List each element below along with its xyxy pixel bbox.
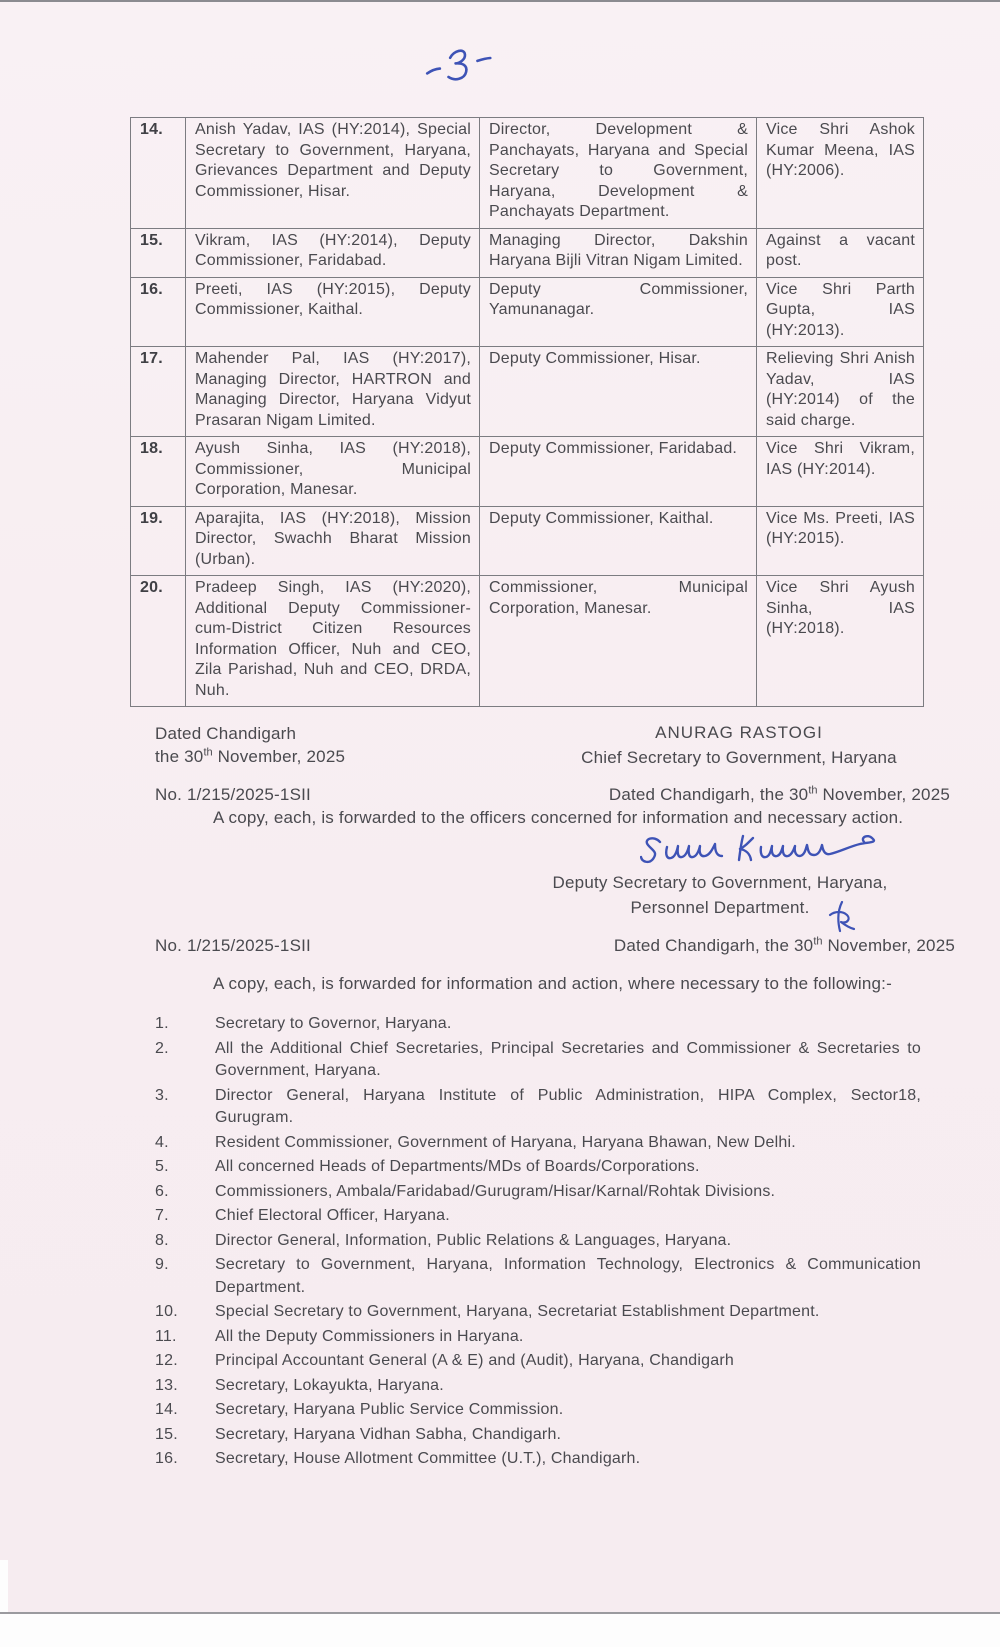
list-item: [155, 1448, 923, 1471]
item-text: Director General, Haryana Institute of Public Administration, HIPA Complex, Sector18, Gurugram.: [215, 1086, 921, 1126]
item-number: 16.: [155, 1450, 178, 1467]
recipient-list: [155, 1013, 923, 1473]
item-text: Resident Commissioner, Government of Haryana, Haryana Bhawan, New Delhi.: [215, 1133, 796, 1151]
endorsement2-date: Dated Chandigarh, the 30th November, 2025: [613, 935, 955, 955]
list-item: [155, 1038, 923, 1083]
page-number-ink: [421, 43, 502, 90]
cell-serial: 20.: [131, 576, 186, 707]
item-text: Director General, Information, Public Relations & Languages, Haryana.: [215, 1231, 732, 1249]
ordinal-superscript: th: [813, 935, 823, 948]
endorsement2-body: A copy, each, is forwarded for information and action, where necessary to the following:-: [213, 974, 892, 993]
ordinal-superscript: th: [808, 784, 818, 797]
cell-remarks: Vice Shri Parth Gupta, IAS (HY:2013).: [757, 277, 924, 347]
cell-serial: 14.: [131, 118, 186, 229]
endorsement1-header: [155, 783, 950, 806]
cell-officer: Anish Yadav, IAS (HY:2014), Special Secretary to Government, Haryana, Grievances Department and Deputy Commissioner, Hisar.: [186, 118, 480, 229]
cell-officer: Vikram, IAS (HY:2014), Deputy Commissioner, Faridabad.: [186, 228, 480, 277]
item-number: 9.: [155, 1256, 169, 1273]
item-text: All concerned Heads of Departments/MDs of Boards/Corporations.: [215, 1158, 700, 1175]
cell-remarks: Vice Shri Ayush Sinha, IAS (HY:2018).: [757, 576, 924, 707]
item-number: 5.: [155, 1158, 169, 1175]
ordinal-superscript: th: [203, 746, 213, 759]
signatory-designation: [520, 870, 920, 920]
list-item: [155, 1350, 923, 1373]
cell-officer: Aparajita, IAS (HY:2018), Mission Director, Swachh Bharat Mission (Urban).: [186, 506, 480, 576]
list-item: [155, 1013, 923, 1036]
item-number: 3.: [155, 1086, 169, 1104]
endorsement1-body: A copy, each, is forwarded to the officers concerned for information and necessary action.: [213, 808, 904, 827]
item-number: 6.: [155, 1182, 169, 1200]
table-row: [131, 118, 924, 229]
list-item: [155, 1230, 923, 1253]
item-text: All the Deputy Commissioners in Haryana.: [215, 1327, 524, 1345]
scan-edge-artifact: [0, 1560, 8, 1620]
table-row: [131, 576, 924, 707]
item-text: Secretary to Governor, Haryana.: [215, 1015, 452, 1032]
cell-serial: 15.: [131, 228, 186, 277]
item-number: 12.: [155, 1352, 178, 1369]
scan-top-edge: [0, 0, 1000, 2]
item-number: 2.: [155, 1039, 169, 1057]
cell-officer: Pradeep Singh, IAS (HY:2020), Additional Deputy Commissioner-cum-District Citizen Resources Information Officer, Nuh and CEO, Zila Parishad, Nuh and CEO, DRDA, Nuh.: [186, 576, 480, 707]
item-number: 1.: [155, 1015, 169, 1032]
list-item: [155, 1375, 923, 1398]
cell-new-posting: Director, Development & Panchayats, Haryana and Special Secretary to Government, Haryana, Development & Panchayats Department.: [480, 118, 757, 229]
table-row: [131, 277, 924, 347]
list-item: [155, 1301, 923, 1324]
cell-officer: Preeti, IAS (HY:2015), Deputy Commissioner, Kaithal.: [186, 277, 480, 347]
list-item: [155, 1156, 923, 1179]
item-text: Secretary to Government, Haryana, Information Technology, Electronics & Communication Department.: [215, 1256, 921, 1296]
list-item: [155, 1326, 923, 1349]
table-row: [131, 347, 924, 437]
cell-remarks: Vice Ms. Preeti, IAS (HY:2015).: [757, 506, 924, 576]
cell-remarks: Vice Shri Vikram, IAS (HY:2014).: [757, 437, 924, 507]
item-number: 14.: [155, 1401, 178, 1418]
cell-new-posting: Deputy Commissioner, Yamunanagar.: [480, 277, 757, 347]
dated-line1: Dated Chandigarh: [155, 724, 297, 743]
item-text: Secretary, Haryana Vidhan Sabha, Chandigarh.: [215, 1425, 562, 1443]
initial-ink: [826, 901, 856, 933]
item-text: Principal Accountant General (A & E) and (Audit), Haryana, Chandigarh: [215, 1352, 734, 1369]
dated-block: [155, 722, 345, 768]
signature-ink: [640, 833, 885, 871]
cell-new-posting: Managing Director, Dakshin Haryana Bijli Vitran Nigam Limited.: [480, 228, 757, 277]
signing-officer-title: Chief Secretary to Government, Haryana: [581, 748, 897, 767]
table-row: [131, 437, 924, 507]
cell-new-posting: Deputy Commissioner, Hisar.: [480, 347, 757, 437]
list-item: [155, 1254, 923, 1299]
cell-serial: 19.: [131, 506, 186, 576]
item-text: Secretary, Lokayukta, Haryana.: [215, 1376, 444, 1394]
item-text: Secretary, Haryana Public Service Commission.: [215, 1401, 564, 1418]
signing-officer-name: ANURAG RASTOGI: [655, 723, 823, 742]
initial-handwriting: [826, 901, 856, 938]
signatory-line2: Personnel Department.: [630, 898, 810, 917]
list-item: [155, 1205, 923, 1228]
list-item: [155, 1424, 923, 1447]
cell-serial: 18.: [131, 437, 186, 507]
cell-serial: 17.: [131, 347, 186, 437]
cell-officer: Mahender Pal, IAS (HY:2017), Managing Director, HARTRON and Managing Director, Haryana Vidyut Prasaran Nigam Limited.: [186, 347, 480, 437]
list-item: [155, 1085, 923, 1130]
item-text: Secretary, House Allotment Committee (U.T.), Chandigarh.: [215, 1450, 641, 1467]
table-row: [131, 228, 924, 277]
item-text: Commissioners, Ambala/Faridabad/Gurugram/Hisar/Karnal/Rohtak Divisions.: [215, 1182, 776, 1200]
scan-bottom-edge: [0, 1612, 1000, 1647]
item-number: 4.: [155, 1133, 169, 1151]
list-item: [155, 1132, 923, 1155]
endorsement2-number: No. 1/215/2025-1SII: [155, 936, 311, 955]
cell-new-posting: Deputy Commissioner, Kaithal.: [480, 506, 757, 576]
item-text: Chief Electoral Officer, Haryana.: [215, 1207, 450, 1224]
signatory-line1: Deputy Secretary to Government, Haryana,: [552, 873, 888, 892]
signing-officer-block: [530, 720, 948, 770]
dated-line2: the 30th November, 2025: [155, 746, 346, 766]
list-item: [155, 1399, 923, 1422]
cell-new-posting: Commissioner, Municipal Corporation, Manesar.: [480, 576, 757, 707]
cell-remarks: Against a vacant post.: [757, 228, 924, 277]
endorsement2-header: [155, 934, 955, 957]
cell-officer: Ayush Sinha, IAS (HY:2018), Commissioner, Municipal Corporation, Manesar.: [186, 437, 480, 507]
endorsement1-number: No. 1/215/2025-1SII: [155, 785, 311, 804]
table-row: [131, 506, 924, 576]
transfer-table: [130, 117, 924, 707]
item-number: 10.: [155, 1303, 178, 1320]
item-number: 15.: [155, 1425, 178, 1443]
cell-serial: 16.: [131, 277, 186, 347]
page-number-handwritten: [421, 43, 502, 95]
item-text: Special Secretary to Government, Haryana, Secretariat Establishment Department.: [215, 1303, 820, 1320]
item-text: All the Additional Chief Secretaries, Principal Secretaries and Commissioner & Secretaries to Government, Haryana.: [215, 1039, 921, 1079]
item-number: 8.: [155, 1231, 169, 1249]
cell-remarks: Relieving Shri Anish Yadav, IAS (HY:2014) of the said charge.: [757, 347, 924, 437]
list-item: [155, 1181, 923, 1204]
endorsement1-date: Dated Chandigarh, the 30th November, 2025: [608, 784, 950, 804]
item-number: 11.: [155, 1327, 177, 1345]
item-number: 13.: [155, 1376, 178, 1394]
cell-remarks: Vice Shri Ashok Kumar Meena, IAS (HY:2006).: [757, 118, 924, 229]
cell-new-posting: Deputy Commissioner, Faridabad.: [480, 437, 757, 507]
item-number: 7.: [155, 1207, 169, 1224]
